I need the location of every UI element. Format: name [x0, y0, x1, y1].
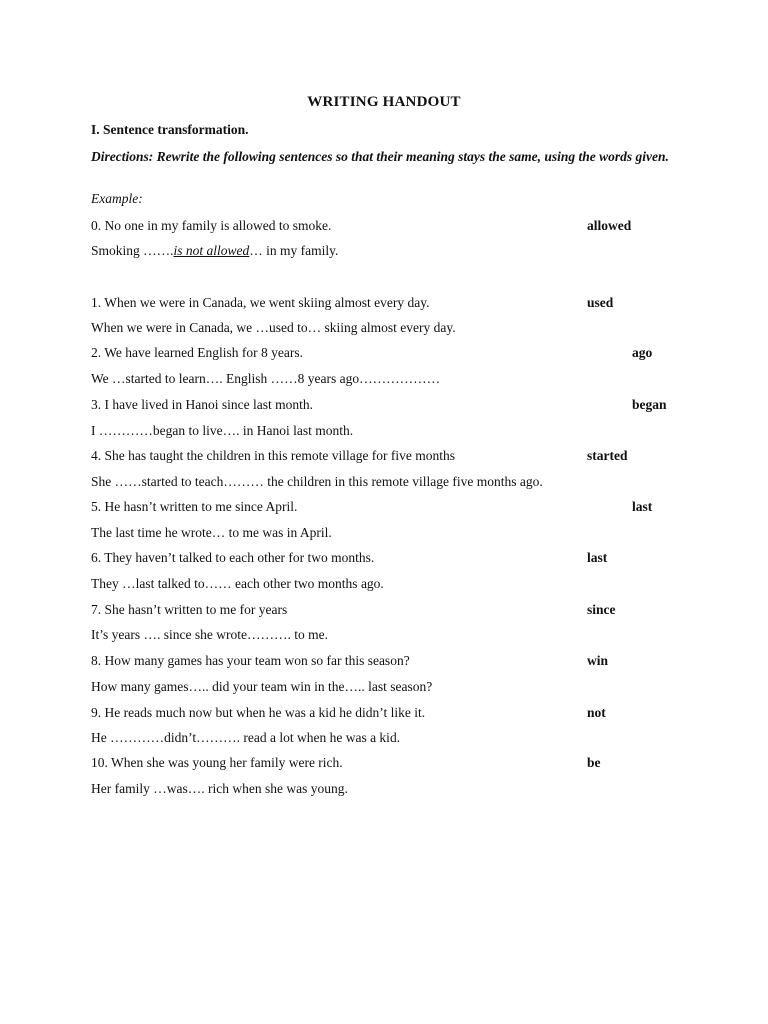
question-9: 9. He reads much now but when he was a kid he didn’t like it. — [91, 705, 426, 720]
keyword-8: win — [587, 653, 609, 668]
answer-6: They …last talked to…… each other two months ago. — [91, 576, 384, 591]
answer-10: Her family …was…. rich when she was young. — [91, 781, 348, 796]
question-7: 7. She hasn’t written to me for years — [91, 602, 288, 617]
section-heading: I. Sentence transformation. — [91, 122, 249, 137]
keyword-1: used — [587, 295, 614, 310]
page-title: WRITING HANDOUT — [307, 94, 461, 110]
keyword-9: not — [587, 705, 606, 720]
example-answer-suffix: … in my family. — [249, 243, 339, 258]
keyword-3: began — [632, 397, 667, 412]
keyword-4: started — [587, 448, 628, 463]
directions-text: Directions: Rewrite the following sentences so that their meaning stays the same, using the words given. — [91, 149, 669, 164]
example-answer — [91, 243, 338, 259]
question-6: 6. They haven’t talked to each other for two months. — [91, 550, 375, 565]
question-10: 10. When she was young her family were rich. — [91, 755, 343, 770]
answer-7: It’s years …. since she wrote………. to me. — [91, 627, 328, 642]
keyword-6: last — [587, 550, 608, 565]
keyword-10: be — [587, 755, 601, 770]
question-1: 1. When we were in Canada, we went skiing almost every day. — [91, 295, 430, 310]
answer-8: How many games….. did your team win in the….. last season? — [91, 679, 433, 694]
question-4: 4. She has taught the children in this remote village for five months — [91, 448, 456, 463]
question-3: 3. I have lived in Hanoi since last month. — [91, 397, 313, 412]
example-question: 0. No one in my family is allowed to smoke. — [91, 218, 332, 233]
keyword-5: last — [632, 499, 653, 514]
answer-3: I …………began to live…. in Hanoi last month. — [91, 423, 354, 438]
question-5: 5. He hasn’t written to me since April. — [91, 499, 298, 514]
example-keyword: allowed — [587, 218, 632, 233]
answer-1: When we were in Canada, we …used to… skiing almost every day. — [91, 320, 456, 335]
answer-4: She ……started to teach……… the children in this remote village five months ago. — [91, 474, 543, 489]
keyword-7: since — [587, 602, 616, 617]
example-answer-fill: is not allowed — [173, 243, 250, 258]
question-8: 8. How many games has your team won so far this season? — [91, 653, 410, 668]
answer-9: He …………didn’t………. read a lot when he was a kid. — [91, 730, 401, 745]
example-label: Example: — [91, 191, 143, 206]
question-2: 2. We have learned English for 8 years. — [91, 345, 303, 360]
keyword-2: ago — [632, 345, 653, 360]
answer-5: The last time he wrote… to me was in April. — [91, 525, 332, 540]
example-answer-prefix: Smoking ……. — [91, 243, 174, 258]
answer-2: We …started to learn…. English ……8 years ago……………… — [91, 371, 441, 386]
